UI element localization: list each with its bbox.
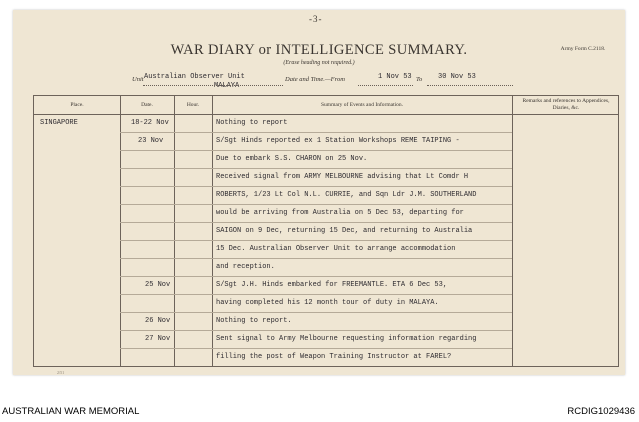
entry-date: 25 Nov (145, 281, 171, 289)
form-reference: Army Form C.2118. (560, 46, 606, 52)
entry-text: 15 Dec. Australian Observer Unit to arrange accommodation (216, 245, 456, 253)
date-from: 1 Nov 53 (378, 73, 412, 81)
entry-text: Sent signal to Army Melbourne requesting information regarding (216, 335, 477, 343)
date-to-rule (427, 85, 513, 86)
entry-text: filling the post of Weapon Training Instructor at FAREL? (216, 353, 452, 361)
entry-date: 23 Nov (138, 137, 164, 145)
unit-name: Australian Observer Unit (144, 73, 245, 81)
entry-text: Nothing to report. (216, 317, 292, 325)
date-to: 30 Nov 53 (438, 73, 476, 81)
page-number: -3- (309, 14, 323, 24)
page-title: WAR DIARY or INTELLIGENCE SUMMARY. (170, 42, 468, 58)
entry-text: S/Sgt Hinds reported ex 1 Station Workshops REME TAIPING - (216, 137, 460, 145)
unit-line (13, 72, 625, 96)
unit-rule (143, 85, 283, 86)
print-code: 2/51 (57, 370, 65, 375)
to-label: To (416, 76, 423, 83)
entry-text: having completed his 12 month tour of duty in MALAYA. (216, 299, 439, 307)
entry-date: 26 Nov (145, 317, 171, 325)
entry-text: S/Sgt J.H. Hinds embarked for FREEMANTLE. ETA 6 Dec 53, (216, 281, 448, 289)
entry-text: Received signal from ARMY MELBOURNE advising that Lt Comdr H (216, 173, 469, 181)
entry-text: ROBERTS, 1/23 Lt Col N.L. CURRIE, and Sqn Ldr J.M. SOUTHERLAND (216, 191, 477, 199)
col-header-hour: Hour. (186, 102, 200, 108)
col-header-place: Place. (70, 102, 84, 108)
entry-text: Due to embark S.S. CHARON on 25 Nov. (216, 155, 368, 163)
col-header-summary: Summary of Events and Information. (320, 102, 404, 108)
entry-text: would be arriving from Australia on 5 Dec 53, departing for (216, 209, 464, 217)
entry-text: and reception. (216, 263, 275, 271)
date-time-label: Date and Time.—From (285, 76, 345, 83)
footer-institution: AUSTRALIAN WAR MEMORIAL (2, 406, 140, 417)
footer-record-id: RCDIG1029436 (567, 406, 635, 417)
diary-sheet (13, 10, 625, 375)
date-from-rule (358, 85, 413, 86)
entry-text: Nothing to report (216, 119, 288, 127)
unit-location: MALAYA (214, 82, 240, 90)
entry-place: SINGAPORE (40, 119, 78, 127)
col-header-remarks: Remarks and references to Appendices, Diaries, &c. (522, 98, 610, 111)
col-header-date: Date. (141, 102, 153, 108)
diary-table (33, 95, 619, 367)
entry-date: 18-22 Nov (131, 119, 169, 127)
entry-date: 27 Nov (145, 335, 171, 343)
unit-label: Unit (132, 76, 144, 83)
entry-text: SAIGON on 9 Dec, returning 15 Dec, and returning to Australia (216, 227, 473, 235)
page-subtitle: (Erase heading not required.) (283, 60, 355, 66)
